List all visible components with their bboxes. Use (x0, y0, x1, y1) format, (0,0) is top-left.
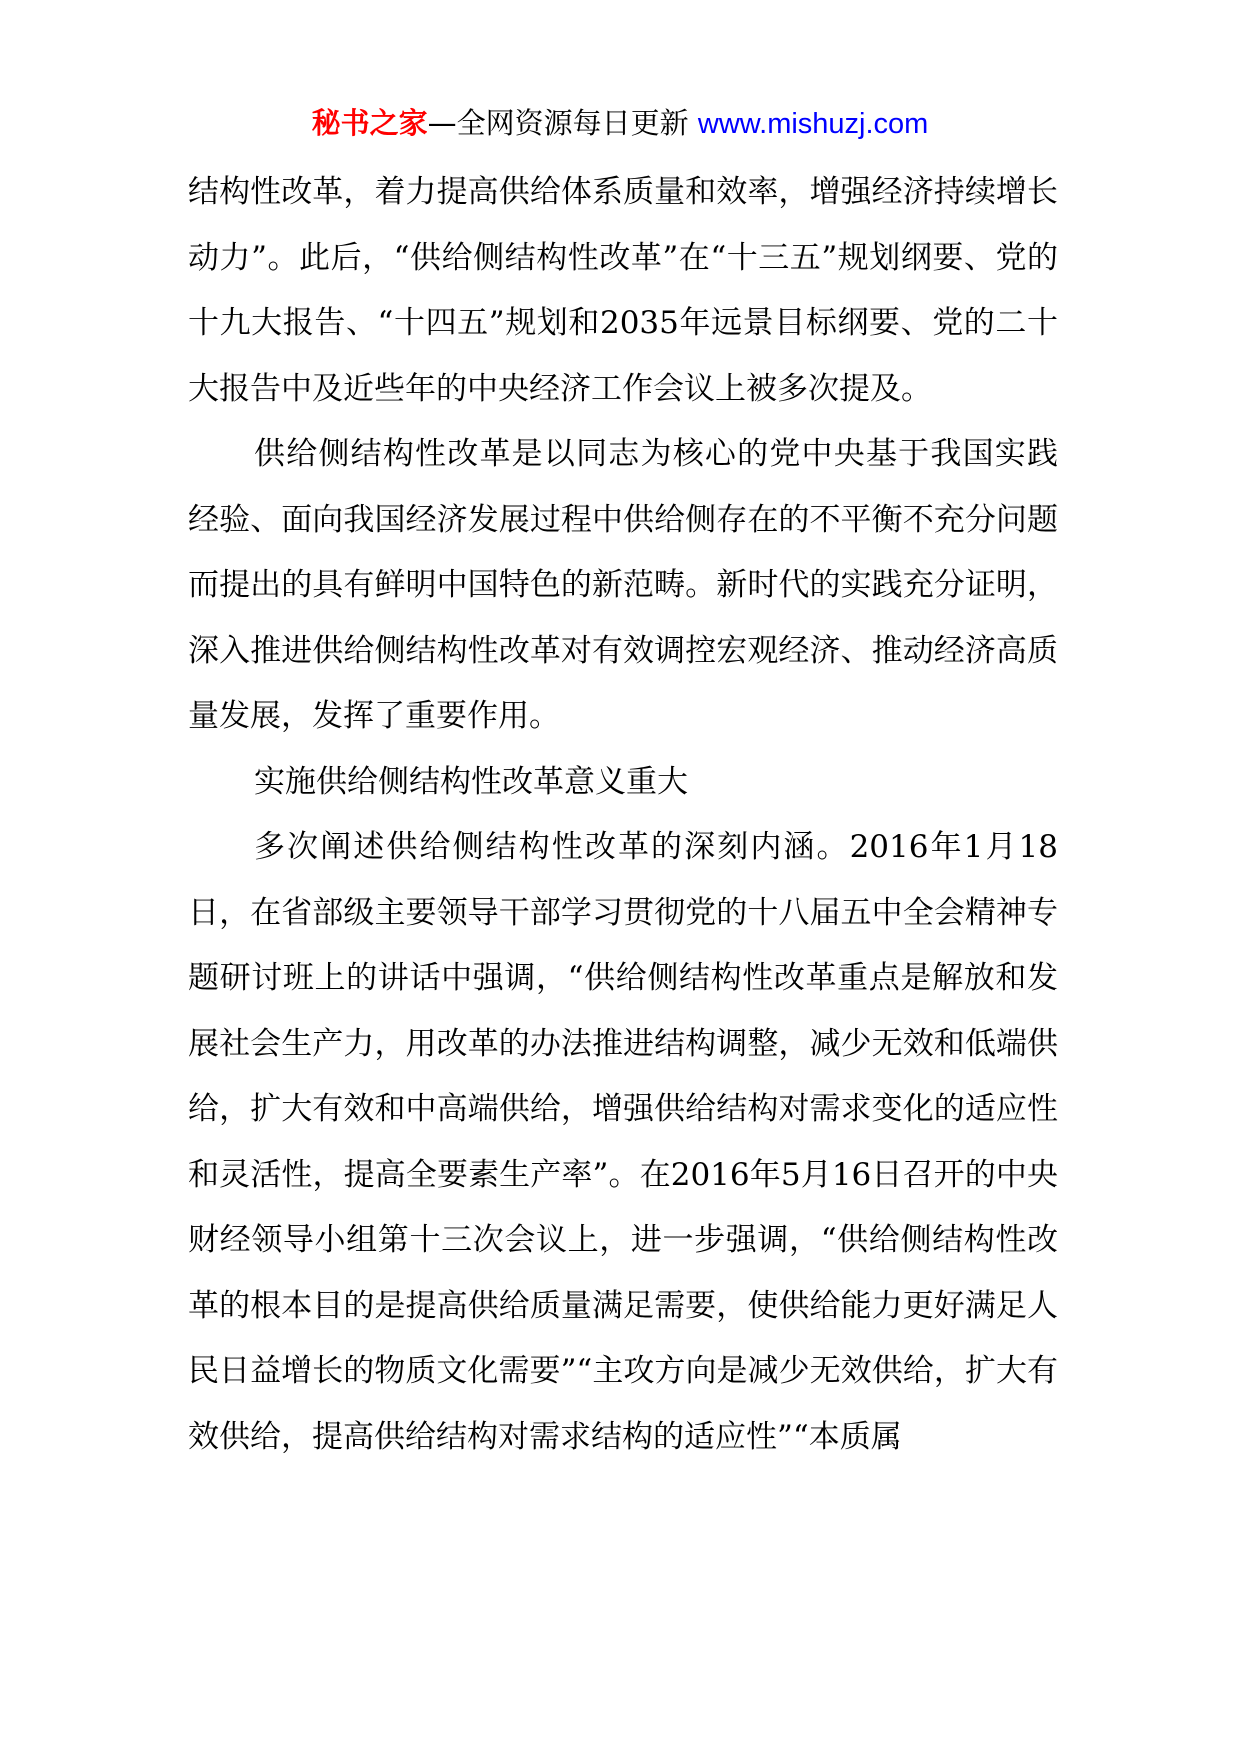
paragraph-continuation: 结构性改革，着力提高供给体系质量和效率，增强经济持续增长动力”。此后，“供给侧结构性改革”在“十三五”规划纲要、党的十九大报告、“十四五”规划和2035年远景目标纲要、党的二十大报告中及近些年的中央经济工作会议上被多次提及。 (188, 174, 1058, 407)
header-tagline: —全网资源每日更新 (427, 106, 689, 140)
header-brand: 秘书之家 (311, 106, 428, 140)
section-heading: 实施供给侧结构性改革意义重大 (254, 763, 688, 800)
page-header (0, 103, 1240, 144)
paragraph: 多次阐述供给侧结构性改革的深刻内涵。2016年1月18日，在省部级主要领导干部学习贯彻党的十八届五中全会精神专题研讨班上的讲话中强调，“供给侧结构性改革重点是解放和发展社会生产力，用改革的办法推进结构调整，减少无效和低端供给，扩大有效和中高端供给，增强供给结构对需求变化的适应性和灵活性，提高全要素生产率”。在2016年5月16日召开的中央财经领导小组第十三次会议上，进一步强调，“供给侧结构性改革的根本目的是提高供给质量满足需要，使供给能力更好满足人民日益增长的物质文化需要”“主攻方向是减少无效供给，扩大有效供给，提高供给结构对需求结构的适应性”“本质属 (188, 829, 1058, 1455)
document-body (188, 160, 1058, 1470)
header-url-link[interactable]: www.mishuzj.com (697, 108, 929, 140)
paragraph: 供给侧结构性改革是以同志为核心的党中央基于我国实践经验、面向我国经济发展过程中供给侧存在的不平衡不充分问题而提出的具有鲜明中国特色的新范畴。新时代的实践充分证明，深入推进供给侧结构性改革对有效调控宏观经济、推动经济高质量发展，发挥了重要作用。 (188, 436, 1058, 734)
